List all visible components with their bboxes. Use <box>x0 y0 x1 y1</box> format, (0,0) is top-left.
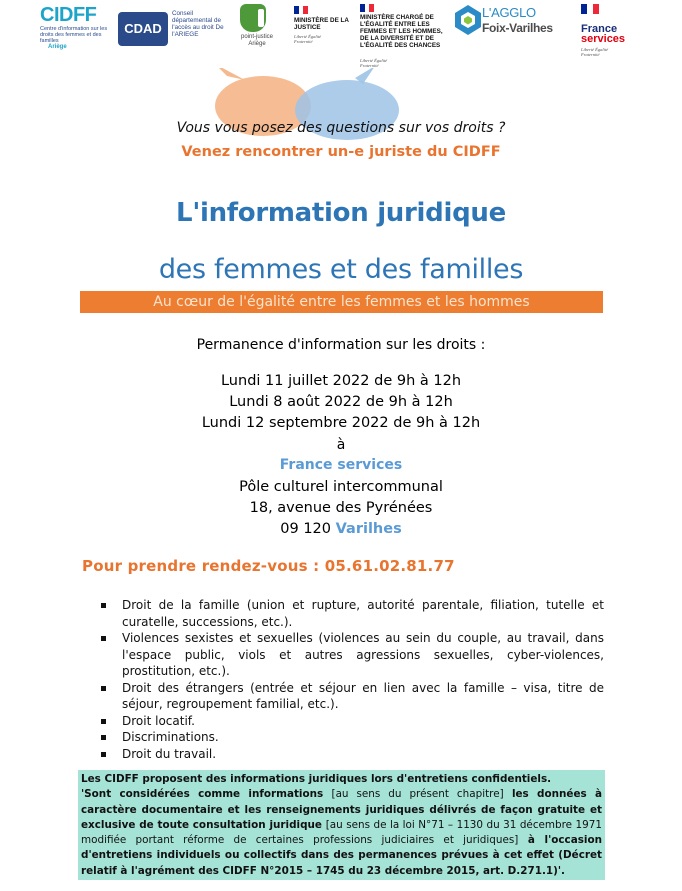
title-band: Au cœur de l'égalité entre les femmes et les hommes <box>80 291 603 313</box>
legal-info-intro: Les CIDFF proposent des informations juridiques lors d'entretiens confidentiels. <box>81 773 552 785</box>
title-line2: des femmes et des familles <box>158 254 524 285</box>
french-flag-icon <box>360 4 374 12</box>
appointment-phone: Pour prendre rendez-vous : 05.61.02.81.77 <box>82 557 455 575</box>
french-flag-icon <box>581 4 599 14</box>
cdad-logo-name: CDAD <box>118 12 168 46</box>
permanence-city: Varilhes <box>335 521 402 537</box>
point-justice-label: point-justice Ariège <box>240 34 273 47</box>
france-services-devise: Liberté Égalité Fraternité <box>581 47 609 57</box>
intro-question: Vous vous posez des questions sur vos droits ? <box>176 120 506 136</box>
intro-invite: Venez rencontrer un-e juriste du CIDFF <box>181 144 501 160</box>
france-services-word1: France <box>581 23 618 35</box>
point-justice-icon <box>240 4 266 32</box>
cidff-logo-name: CIDFF <box>40 4 97 26</box>
permanence-date-1: Lundi 11 juillet 2022 de 9h à 12h <box>220 373 462 389</box>
agglo-city: Foix-Varilhes <box>482 21 553 35</box>
cidff-logo-region: Ariège <box>48 44 67 50</box>
permanence-address-2: 18, avenue des Pyrénées <box>249 500 433 516</box>
ministere-egalite-devise: Liberté Égalité Fraternité <box>360 58 388 68</box>
title-line1: L'information juridique <box>176 198 506 228</box>
agglo-logo <box>452 2 570 42</box>
cidff-logo-subtitle: Centre d'information sur les droits des femmes et des familles <box>40 26 108 44</box>
list-item: Droit du travail. <box>100 746 604 763</box>
ministere-egalite-logo <box>360 4 450 74</box>
point-justice-logo <box>232 4 282 52</box>
ministere-justice-devise: Liberté Égalité Fraternité <box>294 34 322 44</box>
legal-info-box <box>78 770 605 880</box>
agglo-name: L'AGGLO <box>482 5 536 20</box>
permanence-address-1: Pôle culturel intercommunal <box>239 479 443 495</box>
cdad-logo <box>118 8 230 50</box>
french-flag-icon <box>294 6 308 14</box>
ministere-egalite-text: MINISTÈRE CHARGÉ DE L'ÉGALITÉ ENTRE LES FEMMES ET LES HOMMES, DE LA DIVERSITÉ ET DE L'ÉGALITÉ DES CHANCES <box>360 14 443 49</box>
permanence-postcode: 09 120 <box>280 521 332 537</box>
agglo-icon <box>454 4 482 36</box>
ministere-justice-text: MINISTÈRE DE LA JUSTICE <box>294 17 349 31</box>
permanence-place: France services <box>279 457 403 473</box>
permanence-heading: Permanence d'information sur les droits : <box>196 337 486 353</box>
list-item: Droit des étrangers (entrée et séjour en lien avec la famille – visa, titre de séjour, regroupement familial, etc.). <box>100 680 604 713</box>
permanence-address-3 <box>0 521 682 537</box>
ministere-justice-logo <box>294 6 352 56</box>
france-services-word2: services <box>581 33 626 45</box>
list-item: Discriminations. <box>100 729 604 746</box>
cidff-logo <box>40 4 112 50</box>
list-item: Droit locatif. <box>100 713 604 730</box>
france-services-logo <box>575 0 645 64</box>
list-item: Droit de la famille (union et rupture, autorité parentale, filiation, tutelle et curatelle, successions, etc.). <box>100 597 604 630</box>
topics-list <box>100 597 604 762</box>
cdad-logo-text: Conseil départemental de l'accès au droit De l'ARIEGE <box>172 10 224 38</box>
permanence-date-3: Lundi 12 septembre 2022 de 9h à 12h <box>201 415 481 431</box>
permanence-date-2: Lundi 8 août 2022 de 9h à 12h <box>229 394 453 410</box>
permanence-at: à <box>336 437 346 453</box>
legal-info-definition: 'Sont considérées comme informations [au sens du présent chapitre] les données à caractère documentaire et les renseignements juridiques délivrés de façon gratuite et exclusive de toute consultation juridique [au sens de la loi N°71 – 1130 du 31 décembre 1971 modifiée portant réforme de certaines professions judiciaires et juridiques] à l'occasion d'entretiens individuels ou collectifs dans des permanences prévues à cet effet (Décret relatif à l'agrément des CIDFF N°2015 – 1745 du 23 décembre 2015, art. D.271.1)'. <box>81 788 603 877</box>
list-item: Violences sexistes et sexuelles (violences au sein du couple, au travail, dans l'espace public, viols et autres agressions sexuelles, cyber-violences, prostitution, etc.). <box>100 630 604 680</box>
